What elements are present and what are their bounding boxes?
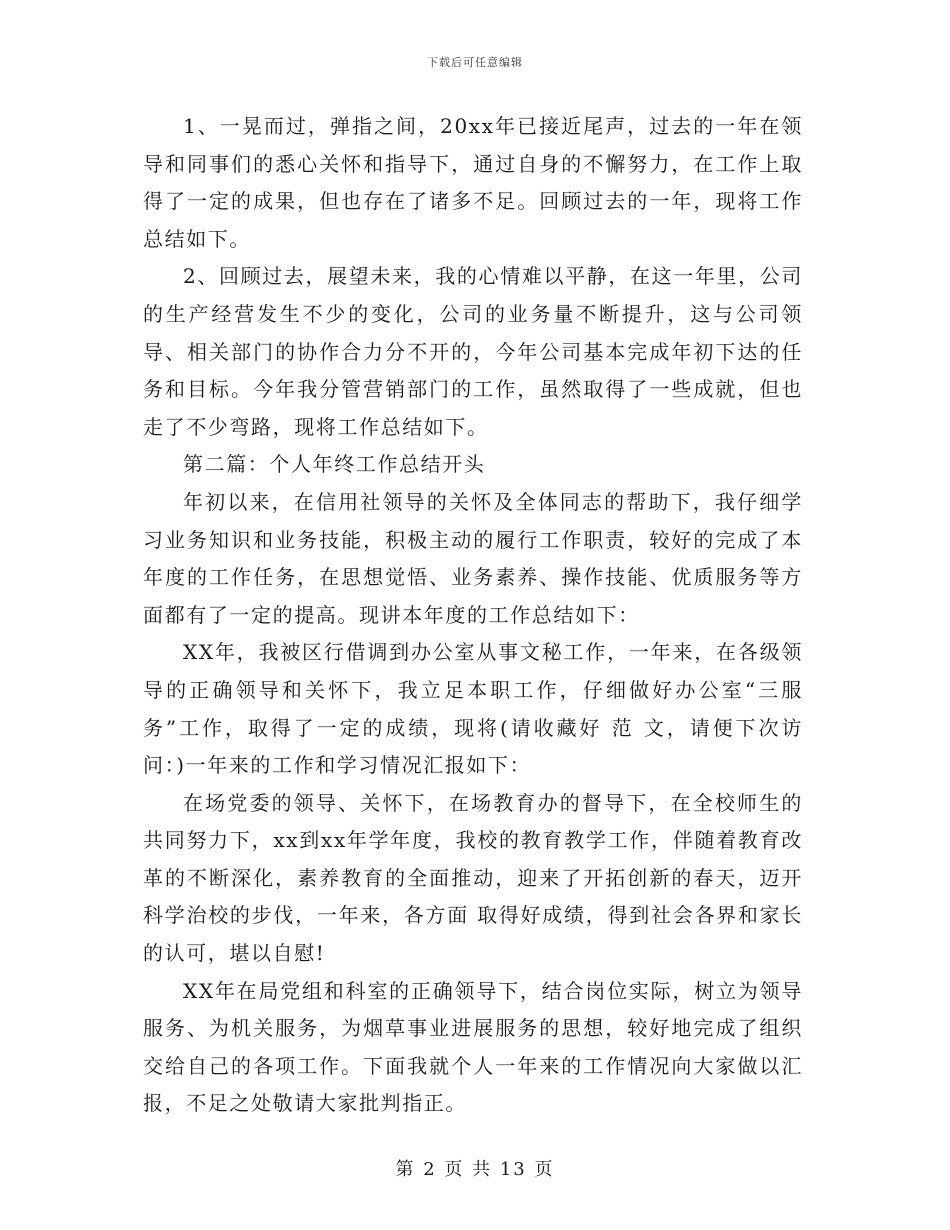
document-body xyxy=(143,108,803,1123)
paragraph-5: 在场党委的领导、关怀下，在场教育办的督导下，在全校师生的共同努力下，xx到xx年学年度，我校的教育教学工作，伴随着教育改革的不断深化，素养教育的全面推动，迎来了开拓创新的春天，迈开科学治校的步伐，一年来，各方面 取得好成绩，得到社会各界和家长的认可，堪以自慰! xyxy=(143,790,803,966)
paragraph-6: XX年在局党组和科室的正确领导下，结合岗位实际，树立为领导服务、为机关服务，为烟草事业进展服务的思想，较好地完成了组织交给自己的各项工作。下面我就个人一年来的工作情况向大家做以汇报，不足之处敬请大家批判指正。 xyxy=(143,978,803,1116)
section-heading: 第二篇：个人年终工作总结开头 xyxy=(183,452,486,477)
paragraph-1: 1、一晃而过，弹指之间，20xx年已接近尾声，过去的一年在领导和同事们的悉心关怀和指导下，通过自身的不懈努力，在工作上取得了一定的成果，但也存在了诸多不足。回顾过去的一年，现将工作总结如下。 xyxy=(143,114,803,251)
paragraph-3: 年初以来，在信用社领导的关怀及全体同志的帮助下，我仔细学习业务知识和业务技能，积极主动的履行工作职责，较好的完成了本年度的工作任务，在思想觉悟、业务素养、操作技能、优质服务等方面都有了一定的提高。现讲本年度的工作总结如下： xyxy=(143,489,803,627)
page-header-note: 下载后可任意编辑 xyxy=(427,56,523,69)
paragraph-2: 2、回顾过去，展望未来，我的心情难以平静，在这一年里，公司的生产经营发生不少的变化，公司的业务量不断提升，这与公司领导、相关部门的协作合力分不开的，今年公司基本完成年初下达的任务和目标。今年我分管营销部门的工作，虽然取得了一些成就，但也走了不少弯路，现将工作总结如下。 xyxy=(143,264,803,439)
paragraph-4: XX年，我被区行借调到办公室从事文秘工作，一年来，在各级领导的正确领导和关怀下，我立足本职工作，仔细做好办公室“三服务”工作，取得了一定的成绩，现将(请收藏好 范 文，请便下次访问：)一年来的工作和学习情况汇报如下： xyxy=(143,640,803,778)
page-number: 第 2 页 共 13 页 xyxy=(395,1159,555,1180)
